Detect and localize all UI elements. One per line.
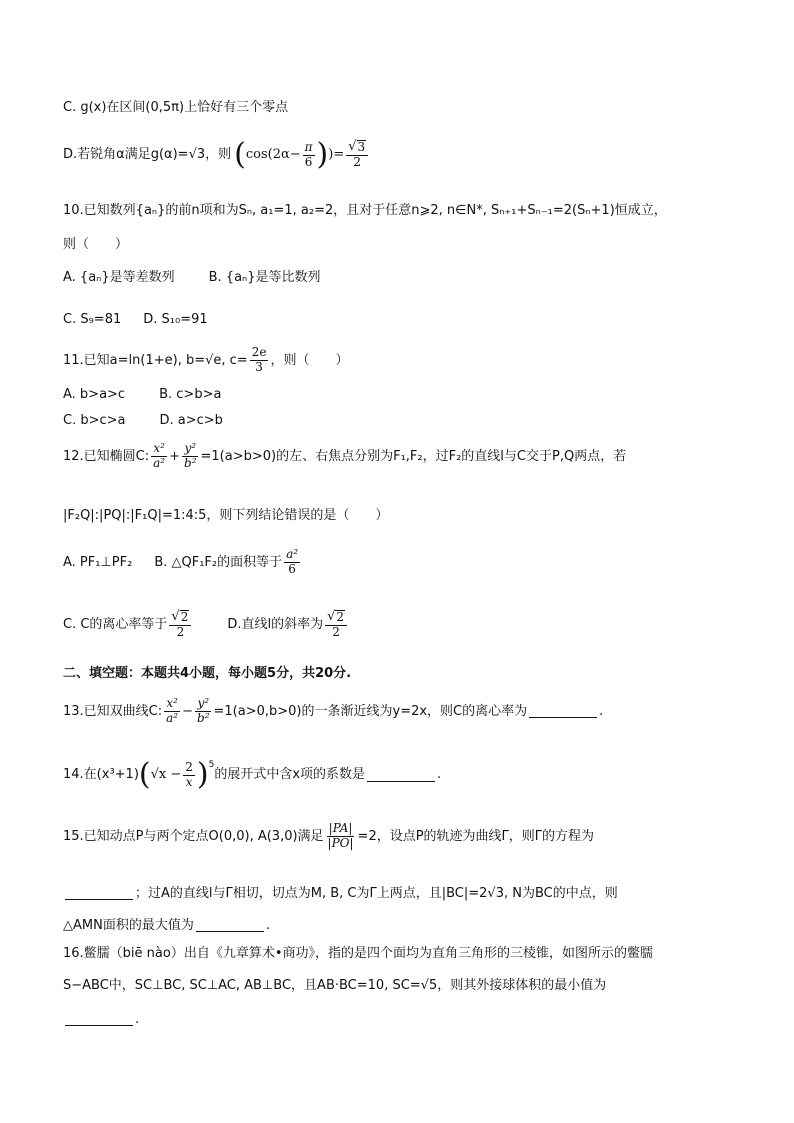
q13-a2: a²	[166, 710, 179, 725]
q12-c-r: 2	[180, 610, 189, 624]
q12-d-den: 2	[332, 624, 340, 639]
paren-open: (	[138, 757, 151, 792]
q11-option-d: D. a>c>b	[159, 413, 223, 428]
q10-stem-2	[63, 237, 128, 253]
q16-stem	[63, 946, 653, 962]
q12-b-den: 6	[288, 561, 296, 576]
answer-blank[interactable]	[65, 887, 133, 900]
q9-option-c-text: C. g(x)在区间(0,5π)上恰好有三个零点	[63, 100, 289, 115]
q12-stem-pre: 12.已知椭圆C:	[63, 448, 150, 464]
q15-line-2	[63, 886, 618, 902]
q12-c-den: 2	[176, 624, 185, 639]
q9-equals: )=	[328, 147, 345, 163]
q12-d-frac: √ 2 2	[325, 610, 347, 640]
q12-y2-b2	[182, 442, 199, 471]
q12-b2: b²	[184, 455, 197, 470]
q12-stem-2	[63, 508, 388, 524]
q9-six: 6	[304, 154, 313, 169]
section-heading-text: 二、填空题：本题共4小题，每小题5分，共20分.	[63, 666, 352, 681]
q14-stem-post: 的展开式中含x项的系数是	[214, 767, 366, 783]
q12-b-frac	[284, 548, 300, 577]
q14-stem: 14.在(x³+1) ( √x − $\frac{2}{x}$ ) $^5$ 的展开式中含x项的系数是 .	[63, 757, 442, 792]
q11-num: 2e	[251, 345, 267, 359]
q14-exponent: 5	[208, 760, 215, 770]
q15-line3-text: △AMN面积的最大值为	[63, 918, 194, 933]
q10-options-cd	[63, 312, 208, 328]
q12-stem2-text: |F₂Q|:|PQ|:|F₁Q|=1:4:5，则下列结论错误的是（ ）	[63, 508, 389, 523]
q10-stem2-text: 则（ ）	[63, 237, 129, 252]
q10-options-ab	[63, 270, 321, 286]
paren-close: )	[196, 757, 209, 792]
q13-y2: y²	[197, 696, 210, 710]
q14-den: x	[185, 774, 193, 789]
q14-num: 2	[185, 759, 193, 774]
q12-option-a: A. PF₁⊥PF₂	[63, 554, 133, 570]
q12-a2: a²	[153, 455, 166, 470]
q15-line2-text: ；过A的直线l与Γ相切，切点为M, B, C为Γ上两点，且|BC|=2√3, N为BC的中点，则	[135, 886, 618, 901]
q9-option-d	[63, 137, 370, 172]
paren-close: )	[316, 137, 329, 172]
q10-option-c: C. S₉=81	[63, 312, 122, 327]
q9-pi-over-6	[303, 141, 315, 170]
answer-blank[interactable]	[196, 919, 264, 932]
q12-y2: y²	[184, 441, 197, 455]
q11-stem-post: ，则（ ）	[270, 352, 349, 368]
q12-d-r: 2	[336, 610, 345, 624]
q16-stem-2	[63, 978, 606, 994]
section-heading	[63, 666, 351, 682]
q15-stem-pre: 15.已知动点P与两个定点O(0,0), A(3,0)满足	[63, 828, 324, 844]
q10-option-d: D. S₁₀=91	[143, 312, 208, 327]
q11-options-ab	[63, 387, 221, 403]
answer-blank[interactable]	[367, 769, 435, 782]
q11-option-a: A. b>a>c	[63, 387, 126, 402]
paren-open: (	[234, 137, 246, 172]
q12-b-num: a²	[286, 547, 299, 561]
q13-stem-pre: 13.已知双曲线C:	[63, 703, 163, 719]
q15-num: |PA|	[328, 821, 353, 835]
q13-stem-post: =1(a>0,b>0)的一条渐近线为y=2x，则C的离心率为	[213, 703, 528, 719]
q9-two: 2	[353, 155, 361, 170]
q13-x2-a2	[164, 697, 180, 726]
q13-b2: b²	[197, 710, 210, 725]
q11-den: 3	[255, 359, 263, 374]
q14-stem-pre: 14.在(x³+1)	[63, 767, 139, 783]
q15-line-3: △AMN面积的最大值为 .	[63, 918, 270, 933]
answer-blank[interactable]	[65, 1013, 133, 1026]
q10-stem	[63, 203, 667, 219]
q12-stem-post: =1(a>b>0)的左、右焦点分别为F₁,F₂，过F₂的直线l与C交于P,Q两点，若	[200, 448, 627, 464]
q15-ratio	[326, 822, 356, 851]
q11-stem-pre: 11.已知a=ln(1+e), b=√e, c=	[63, 352, 248, 368]
q9-r3: 3	[357, 140, 366, 155]
q11-options-cd	[63, 413, 223, 429]
q11-c-frac	[250, 346, 269, 375]
q13-stem: 13.已知双曲线C: $\frac{\text{x²}}{\text{a²}}$ − $\frac{\text{y²}}{\text{b²}}$ =1(a>0,b>0)的一条渐近线为y=2x，则C的离心率为 .	[63, 696, 604, 725]
q12-options-ab	[63, 548, 302, 577]
q10-option-b: B. {aₙ}是等比数列	[208, 270, 321, 285]
q15-den: |PO|	[327, 835, 354, 850]
q13-x2: x²	[166, 696, 178, 710]
q12-c-frac: √ 2 2	[169, 610, 191, 640]
q15-stem-post: =2，设点P的轨迹为曲线Γ，则Γ的方程为	[357, 828, 595, 844]
q16-answer-line: .	[63, 1012, 139, 1028]
q14-2-over-x	[183, 761, 195, 790]
q9-sqrt3-over-2: √ 3 2	[346, 140, 368, 170]
q10-option-a: A. {aₙ}是等差数列	[63, 270, 175, 285]
q16-line1-text: 16.鳖臑（biē nào）出自《九章算术•商功》，指的是四个面均为直角三角形的三棱锥，如图所示的鳖臑	[63, 946, 653, 961]
q9-cos: cos(2α−	[245, 147, 301, 163]
q12-options-cd	[63, 610, 349, 640]
answer-blank[interactable]	[529, 705, 597, 718]
q12-option-b-pre: B. △QF₁F₂的面积等于	[154, 554, 283, 570]
q16-line2-text: S−ABC中，SC⊥BC, SC⊥AC, AB⊥BC，且AB·BC=10, SC=√5，则其外接球体积的最小值为	[63, 978, 607, 993]
q9-pi: π	[304, 139, 313, 154]
q10-stem-text: 10.已知数列{aₙ}的前n项和为Sₙ, a₁=1, a₂=2，且对于任意n⩾2, n∈N*, Sₙ₊₁+Sₙ₋₁=2(Sₙ+1)恒成立，	[63, 203, 667, 218]
q12-x2-a2	[151, 442, 167, 471]
q15-stem	[63, 822, 594, 851]
q14-mid: √x −	[150, 767, 182, 783]
q12-option-d-pre: D.直线l的斜率为	[227, 617, 324, 633]
q11-stem	[63, 346, 348, 375]
q11-option-c: C. b>c>a	[63, 413, 126, 428]
q12-stem: 12.已知椭圆C: $\frac{\text{x²}}{\text{a²}}$ + $\frac{\text{y²}}{\text{b²}}$ =1(a>b>0)的左、右焦点分别为F₁,F₂，过F₂的直线l与C交于P,Q两点，若	[63, 441, 627, 470]
q9-option-d-pre: D.若锐角α满足g(α)=√3，则	[63, 147, 232, 163]
q11-option-b: B. c>b>a	[159, 387, 222, 402]
q13-y2-b2	[195, 697, 212, 726]
q12-option-c-pre: C. C的离心率等于	[63, 617, 168, 633]
q12-x2: x²	[153, 441, 165, 455]
q9-option-c	[63, 100, 288, 116]
